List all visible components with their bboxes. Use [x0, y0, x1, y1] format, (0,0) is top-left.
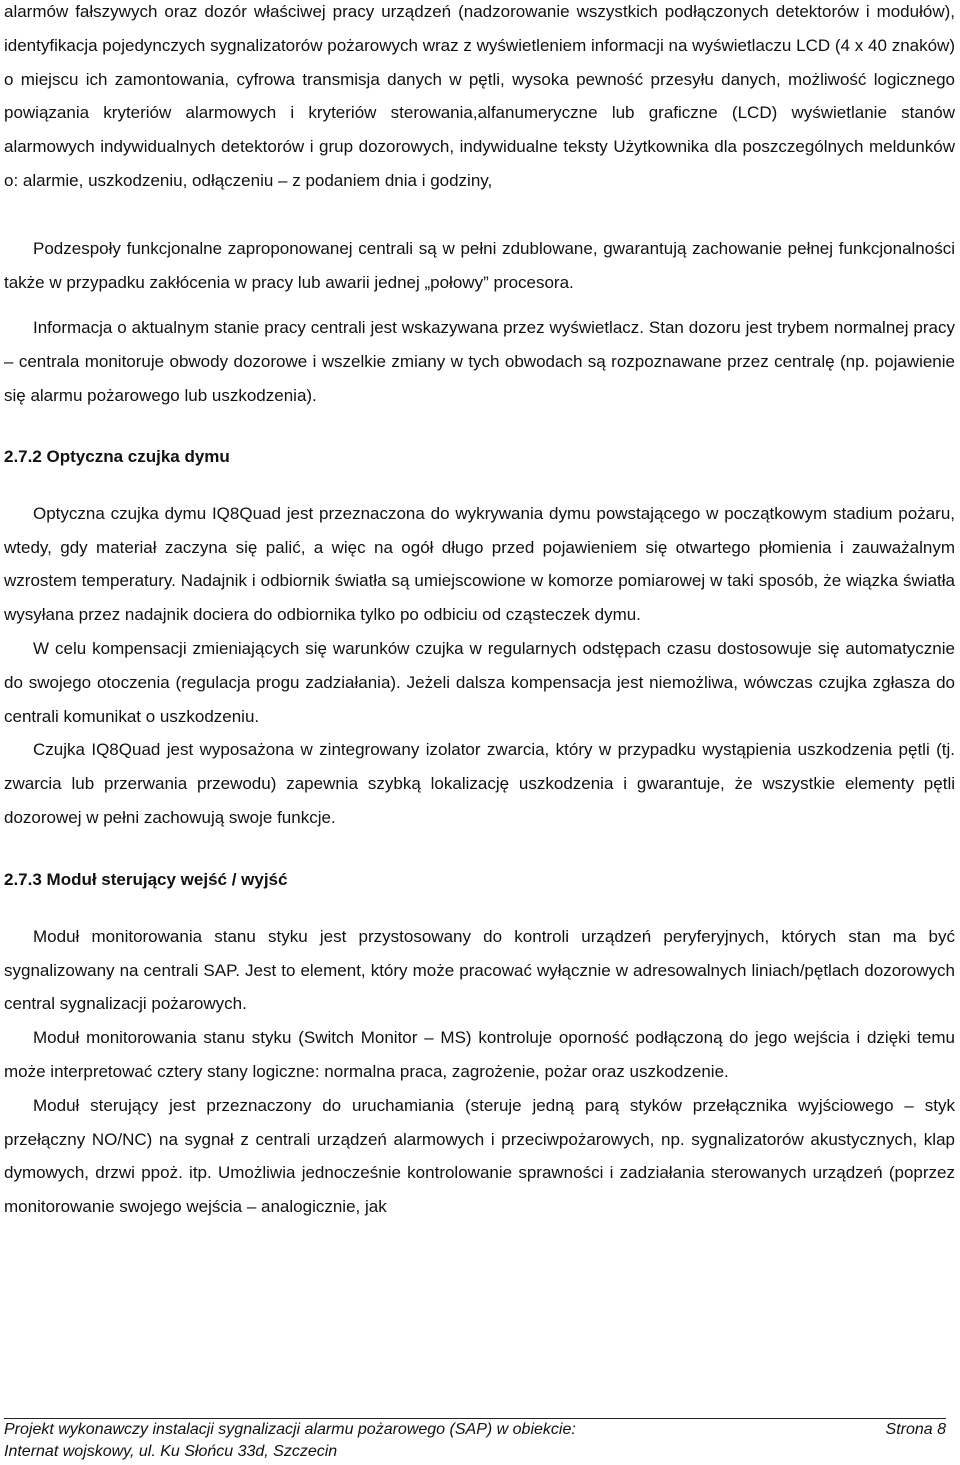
paragraph-fire-panel-features: alarmów fałszywych oraz dozór właściwej pracy urządzeń (nadzorowanie wszystkich podłączonych detektorów i modułów), identyfikacja pojedynczych sygnalizatorów pożarowych wraz z wyświetleniem informacji na wyświetlaczu LCD (4 x 40 znaków) o miejscu ich zamontowania, cyfrowa transmisja danych w pętli, wysoka pewność przesyłu danych, możliwość logicznego powiązania kryteriów alarmowych i kryteriów sterowania,alfanumeryczne lub graficzne (LCD) wyświetlanie stanów alarmowych indywidualnych detektorów i grup dozorowych, indywidualne teksty Użytkownika dla poszczególnych meldunków o: alarmie, uszkodzeniu, odłączeniu – z podaniem dnia i godziny,: [4, 2, 955, 190]
footer-address: Internat wojskowy, ul. Ku Słońcu 33d, Szczecin: [4, 1443, 338, 1460]
paragraph-contact-monitor-purpose: Moduł monitorowania stanu styku jest przystosowany do kontroli urządzeń peryferyjnych, których stan ma być sygnalizowany na centrali SAP. Jest to element, który może pracować wyłącznie w adresowalnych liniach/pętlach dozorowych central sygnalizacji pożarowych.: [4, 926, 955, 1014]
footer-page-number: Strona 8: [885, 1421, 946, 1438]
paragraph-smoke-detector-description: Optyczna czujka dymu IQ8Quad jest przeznaczona do wykrywania dymu powstającego w początkowym stadium pożaru, wtedy, gdy materiał zaczyna się palić, a więc na ogół długo przed pojawieniem się otwartego płomienia i zauważalnym wzrostem temperatury. Nadajnik i odbiornik światła są umiejscowione w komorze pomiarowej w taki sposób, że wiązka światła wysyłana przez nadajnik dociera do odbiornika tylko po odbiciu od cząsteczek dymu.: [4, 503, 955, 625]
paragraph-smoke-detector-compensation: W celu kompensacji zmieniających się warunków czujka w regularnych odstępach czasu dostosowuje się automatycznie do swojego otoczenia (regulacja progu zadziałania). Jeżeli dalsza kompensacja jest niemożliwa, wówczas czujka zgłasza do centrali komunikat o uszkodzeniu.: [4, 638, 955, 726]
paragraph-smoke-detector-isolator: Czujka IQ8Quad jest wyposażona w zintegrowany izolator zwarcia, który w przypadku wystąpienia uszkodzenia pętli (tj. zwarcia lub przerwania przewodu) zapewnia szybką lokalizację uszkodzenia i gwarantuje, że wszystkie elementy pętli dozorowej w pełni zachowują swoje funkcje.: [4, 740, 955, 827]
paragraph-control-module: Moduł sterujący jest przeznaczony do uruchamiania (steruje jedną parą styków przełącznika wyjściowego – styk przełączny NO/NC) na sygnał z centrali urządzeń alarmowych i przeciwpożarowych, np. sygnalizatorów akustycznych, klap dymowych, drzwi ppoż. itp. Umożliwia jednocześnie kontrolowanie sprawności i zadziałania sterowanych urządzeń (poprzez monitorowanie swojego wejścia – analogicznie, jak: [4, 1095, 955, 1217]
section-heading-smoke-detector: 2.7.2 Optyczna czujka dymu: [4, 446, 230, 466]
document-page: [4, 0, 955, 1224]
paragraph-panel-status: Informacja o aktualnym stanie pracy centrali jest wskazywana przez wyświetlacz. Stan dozoru jest trybem normalnej pracy – centrala monitoruje obwody dozorowe i wszelkie zmiany w tych obwodach są rozpoznawane przez centralę (np. pojawienie się alarmu pożarowego lub uszkodzenia).: [4, 318, 955, 405]
footer-project-title: Projekt wykonawczy instalacji sygnalizacji alarmu pożarowego (SAP) w obiekcie:: [4, 1421, 576, 1438]
paragraph-contact-monitor-states: Moduł monitorowania stanu styku (Switch Monitor – MS) kontroluje oporność podłączoną do jego wejścia i dzięki temu może interpretować cztery stany logiczne: normalna praca, zagrożenie, pożar oraz uszkodzenie.: [4, 1028, 955, 1081]
section-heading-io-module: 2.7.3 Moduł sterujący wejść / wyjść: [4, 869, 288, 889]
page-footer: [4, 1418, 946, 1463]
paragraph-redundancy: Podzespoły funkcjonalne zaproponowanej centrali są w pełni zdublowane, gwarantują zachowanie pełnej funkcjonalności także w przypadku zakłócenia w pracy lub awarii jednej „połowy” procesora.: [4, 238, 955, 292]
